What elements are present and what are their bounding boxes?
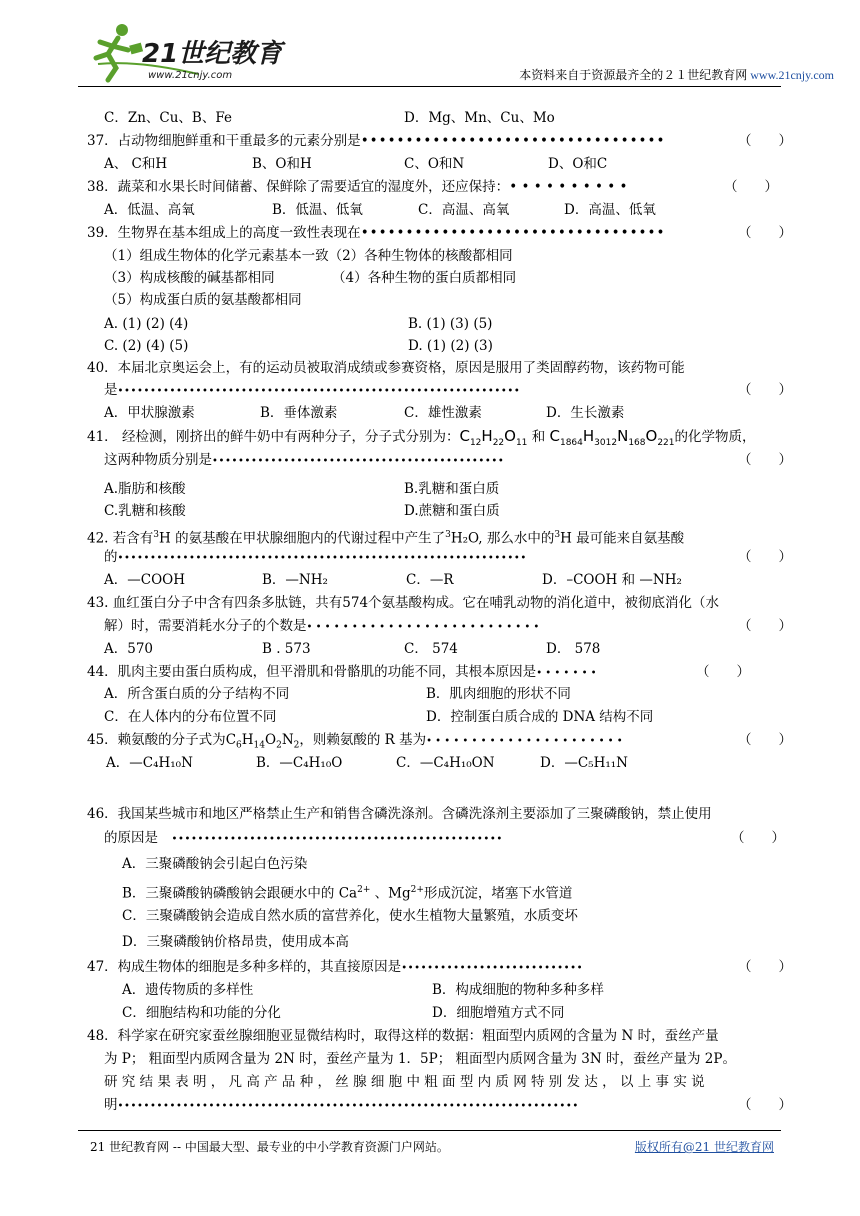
q38-option-c: C．高温、高氧 [418,202,510,218]
q38-stem: 38．蔬菜和水果长时间储蓄、保鲜除了需要适宜的湿度外，还应保持：• • • • • • • • • • [87,179,628,195]
q38-answer-blank[interactable]: （ ） [724,179,778,195]
q46-option-a: A．三聚磷酸钠会引起白色污染 [122,856,308,872]
q44-option-b: B．肌肉细胞的形状不同 [426,686,571,702]
q38-option-b: B．低温、低氧 [272,202,363,218]
q41-option-b: B.乳糖和蛋白质 [404,481,500,497]
q45-stem: 45．赖氨酸的分子式为$C_6H_{14}O_2N_2$，则赖氨酸的 R 基为• • • • • • • • • • • • • • • • • • • • • • [87,732,623,751]
q45-option-a: A．—C₄H₁₀N [106,755,193,771]
q45-answer-blank[interactable]: （ ） [738,732,792,748]
q40-stem-cont: 是•••••••••••••••••••••••••••••••••••••••••••••••••••••••••••••• [104,382,521,398]
q37-option-a: A、 C和H [104,156,168,172]
footer-text: 21 世纪教育网 -- 中国最大型、最专业的中小学教育资源门户网站。 [90,1140,449,1154]
q47-stem: 47．构成生物体的细胞是多种多样的，其直接原因是•••••••••••••••••••••••••••• [87,959,584,975]
q41-stem: 41． 经检测，刚挤出的鲜牛奶中有两种分子，分子式分别为：$C_{12}H_{22}O_{11}$ 和 $C_{1864}H_{3012}N_{168}O_{221}$的化学物质， [87,427,756,448]
q47-option-b: B．构成细胞的物种多种多样 [432,982,604,998]
q39-statement-3: （3）构成核酸的碱基都相同 [104,270,275,286]
q39-option-b: B. (1) (3) (5) [408,316,493,332]
q41-formula-lactose: $C_{12}H_{22}O_{11}$ [459,427,528,448]
q47-option-c: C．细胞结构和功能的分化 [122,1005,281,1021]
q42-stem: 42. 若含有$^3$H 的氨基酸在甲状腺细胞内的代谢过程中产生了$^3$H₂O, 那么水中的$^3$H 最可能来自氨基酸 [87,530,685,547]
q40-option-d: D．生长激素 [546,405,625,421]
q38-option-d: D．高温、低氧 [564,202,656,218]
logo-url-text: www.21cnjy.com [148,70,233,81]
q48-stem-line-1: 48．科学家在研究家蚕丝腺细胞亚显微结构时，取得这样的数据：粗面型内质网的含量为 N 时，蚕丝产量 [87,1028,719,1044]
q39-statement-1-2: （1）组成生物体的化学元素基本一致（2）各种生物体的核酸都相同 [104,248,513,264]
q42-option-d: D．–COOH 和 —NH₂ [542,572,682,588]
q36-option-c: C．Zn、Cu、B、Fe [104,110,232,126]
q43-option-a: A．570 [104,641,154,657]
q37-stem: 37．占动物细胞鲜重和干重最多的元素分别是•••••••••••••••••••••••••••••••••• [87,133,666,149]
header-note-prefix: 本资料来自于资源最齐全的２１世纪教育网 [519,68,748,82]
q40-answer-blank[interactable]: （ ） [738,382,792,398]
q41-option-c: C.乳糖和核酸 [104,503,186,519]
q43-option-b: B . 573 [262,641,311,657]
q41-answer-blank[interactable]: （ ） [738,452,792,468]
q43-option-d: D． 578 [546,641,601,657]
q44-option-d: D．控制蛋白质合成的 DNA 结构不同 [426,709,654,725]
q39-option-c: C. (2) (4) (5) [104,338,189,354]
q47-answer-blank[interactable]: （ ） [738,959,792,975]
q46-option-d: D．三聚磷酸钠价格昂贵，使用成本高 [122,934,349,950]
q36-option-d: D．Mg、Mn、Cu、Mo [404,110,555,126]
q48-stem-line-2: 为 P； 粗面型内质网含量为 2N 时，蚕丝产量为 1．5P； 粗面型内质网含量为 3N 时，蚕丝产量为 2P。 [104,1051,736,1067]
q45-option-b: B．—C₄H₁₀O [256,755,343,771]
q42-option-b: B．—NH₂ [262,572,328,588]
logo-text: 21世纪教育 [142,39,283,69]
q43-option-c: C． 574 [404,641,458,657]
q42-answer-blank[interactable]: （ ） [738,549,792,565]
q37-option-c: C、O和N [404,156,465,172]
q43-stem-cont: 解）时，需要消耗水分子的个数是• • • • • • • • • • • • • • • • • • • • • • • • • • [104,618,540,634]
q46-answer-blank[interactable]: （ ） [731,830,785,846]
q44-answer-blank[interactable]: （ ） [696,664,750,680]
q40-option-a: A．甲状腺激素 [104,405,195,421]
q45-option-d: D．—C₅H₁₁N [540,755,628,771]
q39-stem: 39．生物界在基本组成上的高度一致性表现在•••••••••••••••••••••••••••••••••• [87,225,666,241]
q38-option-a: A．低温、高氧 [104,202,195,218]
q40-stem: 40．本届北京奥运会上，有的运动员被取消成绩或参赛资格，原因是服用了类固醇药物，该药物可能 [87,360,685,376]
q37-option-d: D、O和C [548,156,608,172]
q48-stem-line-3: 研 究 结 果 表 明 ， 凡 高 产 品 种 ， 丝 腺 细 胞 中 粗 面 型 内 质 网 特 别 发 达 ， 以 上 事 实 说 [104,1074,705,1090]
q45-option-c: C．—C₄H₁₀ON [396,755,495,771]
q39-statement-5: （5）构成蛋白质的氨基酸都相同 [104,292,302,308]
q45-formula: $C_6H_{14}O_2N_2$ [225,732,300,751]
q44-stem: 44．肌肉主要由蛋白质构成，但平滑肌和骨骼肌的功能不同，其根本原因是• • • • • • • [87,664,597,680]
q47-option-d: D．细胞增殖方式不同 [432,1005,565,1021]
q43-answer-blank[interactable]: （ ） [738,618,792,634]
q39-statement-4: （4）各种生物的蛋白质都相同 [332,270,517,286]
q41-stem-cont: 这两种物质分别是••••••••••••••••••••••••••••••••••••••••••••• [104,452,505,468]
q46-option-c: C．三聚磷酸钠会造成自然水质的富营养化，使水生植物大量繁殖，水质变坏 [122,908,578,924]
q42-option-c: C．—R [406,572,454,588]
q44-option-c: C．在人体内的分布位置不同 [104,709,277,725]
q48-answer-blank[interactable]: （ ） [738,1097,792,1113]
header-note-site[interactable]: www.21cnjy.com [750,68,834,82]
q42-stem-cont: 的••••••••••••••••••••••••••••••••••••••••••••••••••••••••••••••• [104,549,527,565]
q37-option-b: B、O和H [252,156,312,172]
q39-answer-blank[interactable]: （ ） [738,225,792,241]
q40-option-b: B．垂体激素 [260,405,338,421]
footer-copyright-link[interactable]: 版权所有@21 世纪教育网 [634,1140,774,1154]
q42-option-a: A．—COOH [104,572,185,588]
q46-stem-cont: 的原因是 ••••••••••••••••••••••••••••••••••••••••••••••••••• [104,830,503,846]
q46-stem: 46．我国某些城市和地区严格禁止生产和销售含磷洗涤剂。含磷洗涤剂主要添加了三聚磷酸钠，禁止使用 [87,806,712,822]
q37-answer-blank[interactable]: （ ） [738,133,792,149]
q41-option-d: D.蔗糖和蛋白质 [404,503,500,519]
q41-option-a: A.脂肪和核酸 [104,481,186,497]
q48-stem-line-4: 明••••••••••••••••••••••••••••••••••••••••••••••••••••••••••••••••••••••• [104,1097,579,1113]
q39-option-a: A. (1) (2) (4) [104,316,189,332]
q40-option-c: C．雄性激素 [404,405,482,421]
q47-option-a: A．遗传物质的多样性 [122,982,254,998]
q39-option-d: D. (1) (2) (3) [408,338,493,354]
footer-divider [78,1130,781,1131]
q43-stem: 43. 血红蛋白分子中含有四条多肽链，共有574个氨基酸构成。它在哺乳动物的消化道中，被彻底消化（水 [87,595,720,611]
q46-option-b: B．三聚磷酸钠磷酸钠会跟硬水中的 $Ca^{2+}$ 、$Mg^{2+}$形成沉淀，堵塞下水管道 [122,885,573,902]
q41-formula-protein: $C_{1864}H_{3012}N_{168}O_{221}$ [549,427,675,448]
q44-option-a: A．所含蛋白质的分子结构不同 [104,686,290,702]
